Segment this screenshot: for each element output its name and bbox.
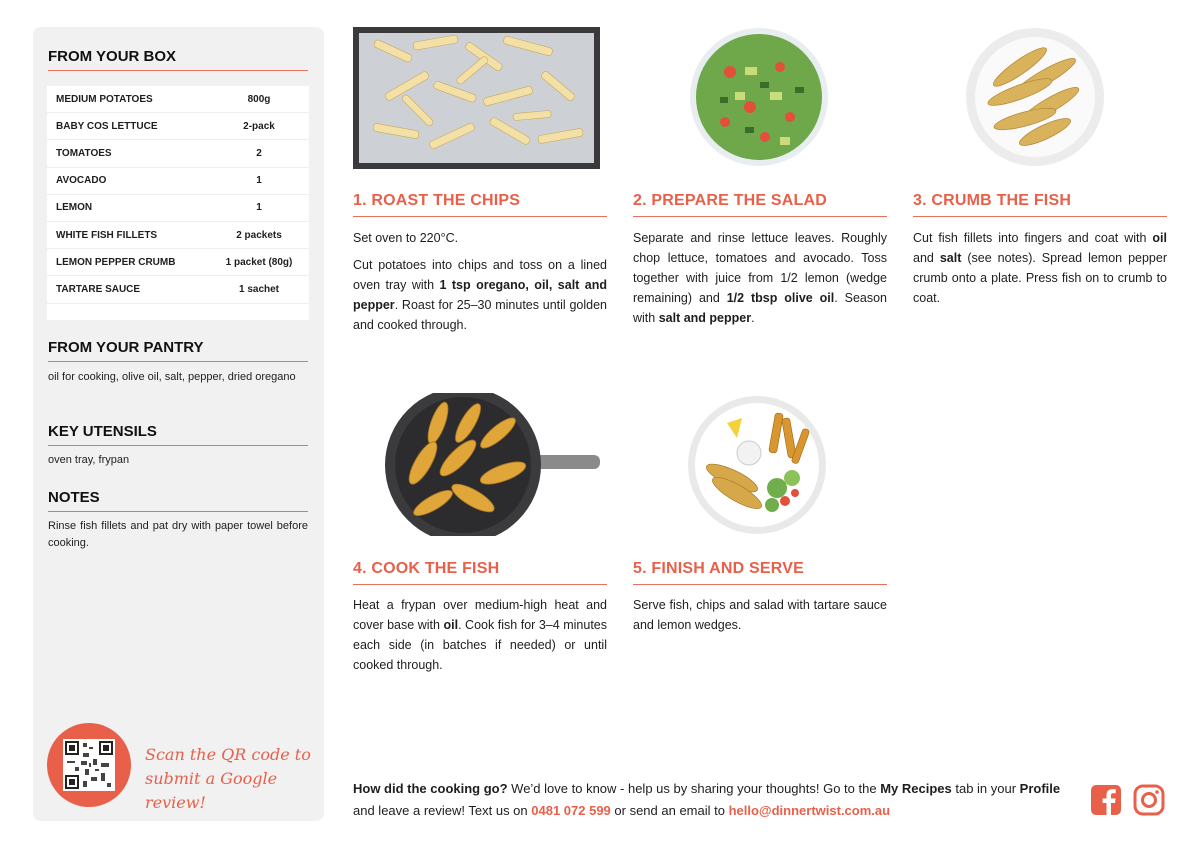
facebook-icon[interactable] xyxy=(1090,784,1122,816)
ingredient-name: MEDIUM POTATOES xyxy=(56,93,153,105)
table-row xyxy=(47,168,309,195)
ingredient-name: TOMATOES xyxy=(56,147,112,159)
step-1-text xyxy=(353,228,607,342)
review-footer-text: How did the cooking go? We’d love to know - help us by sharing your thoughts! Go to the My Recipes tab in your Profile and leave a review! Text us on 0481 072 599 or send an email to hello@dinnertwist.com.au xyxy=(353,781,1061,818)
ingredient-name: LEMON PEPPER CRUMB xyxy=(56,256,176,268)
box-title: FROM YOUR BOX xyxy=(48,48,308,71)
ingredients-sidebar xyxy=(33,27,324,821)
table-row xyxy=(47,249,309,276)
step-paragraph: Heat a frypan over medium-high heat and cover base with oil. Cook fish for 3–4 minutes each side (in batches if needed) or until cooked through. xyxy=(353,598,607,672)
salad-photo xyxy=(690,27,828,167)
table-row xyxy=(47,195,309,222)
table-row xyxy=(47,222,309,249)
step-3-title: 3. CRUMB THE FISH xyxy=(913,192,1167,217)
step-5-title: 5. FINISH AND SERVE xyxy=(633,560,887,585)
ingredient-name: AVOCADO xyxy=(56,175,107,187)
notes-text: Rinse fish fillets and pat dry with paper towel before cooking. xyxy=(48,520,308,549)
step-2-title: 2. PREPARE THE SALAD xyxy=(633,192,887,217)
finished-plate-photo xyxy=(687,393,827,535)
step-paragraph: Separate and rinse lettuce leaves. Roughly chop lettuce, tomatoes and avocado. Toss together with juice from 1/2 lemon (wedge remaining) and 1/2 tbsp olive oil. Season with salt and pepper. xyxy=(633,231,887,325)
ingredient-name: BABY COS LETTUCE xyxy=(56,120,158,132)
pantry-title: FROM YOUR PANTRY xyxy=(48,339,308,362)
step-paragraph: Cut fish fillets into fingers and coat with oil and salt (see notes). Spread lemon pepper crumb onto a plate. Press fish on to crumb to coat. xyxy=(913,231,1167,305)
qr-code-badge[interactable] xyxy=(47,723,131,807)
step-3-text xyxy=(913,228,1167,315)
box-ingredients-table xyxy=(47,86,309,320)
step-2-text xyxy=(633,228,887,335)
ingredient-qty: 1 xyxy=(256,202,262,214)
step-1-title: 1. ROAST THE CHIPS xyxy=(353,192,607,217)
notes-title: NOTES xyxy=(48,489,308,512)
ingredient-qty: 1 packet (80g) xyxy=(225,256,293,268)
ingredient-qty: 800g xyxy=(247,93,271,105)
table-row xyxy=(47,86,309,113)
table-row xyxy=(47,140,309,167)
table-row xyxy=(47,276,309,303)
ingredient-qty: 1 sachet xyxy=(238,283,280,295)
step-paragraph: Serve fish, chips and salad with tartare sauce and lemon wedges. xyxy=(633,598,887,632)
step-4-text xyxy=(353,595,607,682)
ingredient-name: LEMON xyxy=(56,202,93,214)
instagram-icon[interactable] xyxy=(1133,784,1165,816)
qr-review-prompt: Scan the QR code to submit a Google review! xyxy=(145,745,311,812)
step-paragraph: Cut potatoes into chips and toss on a lined oven tray with 1 tsp oregano, oil, salt and pepper. Roast for 25–30 minutes until golden and cooked through. xyxy=(353,258,607,332)
pantry-text: oil for cooking, olive oil, salt, pepper, dried oregano xyxy=(48,371,296,383)
ingredient-name: WHITE FISH FILLETS xyxy=(56,229,158,241)
roast-chips-photo xyxy=(353,27,600,169)
ingredient-qty: 2 xyxy=(256,147,262,159)
utensils-text: oven tray, frypan xyxy=(48,454,130,466)
utensils-title: KEY UTENSILS xyxy=(48,423,308,446)
frypan-fish-photo xyxy=(353,393,600,536)
ingredient-qty: 1 xyxy=(256,175,262,187)
step-5-text xyxy=(633,595,887,642)
step-4-title: 4. COOK THE FISH xyxy=(353,560,607,585)
qr-code-icon xyxy=(63,739,115,791)
ingredient-name: TARTARE SAUCE xyxy=(56,283,141,295)
ingredient-qty: 2 packets xyxy=(236,229,282,241)
ingredient-qty: 2-pack xyxy=(243,120,275,132)
table-row xyxy=(47,113,309,140)
step-paragraph: Set oven to 220°C. xyxy=(353,231,459,245)
crumbed-fish-photo xyxy=(965,27,1105,167)
